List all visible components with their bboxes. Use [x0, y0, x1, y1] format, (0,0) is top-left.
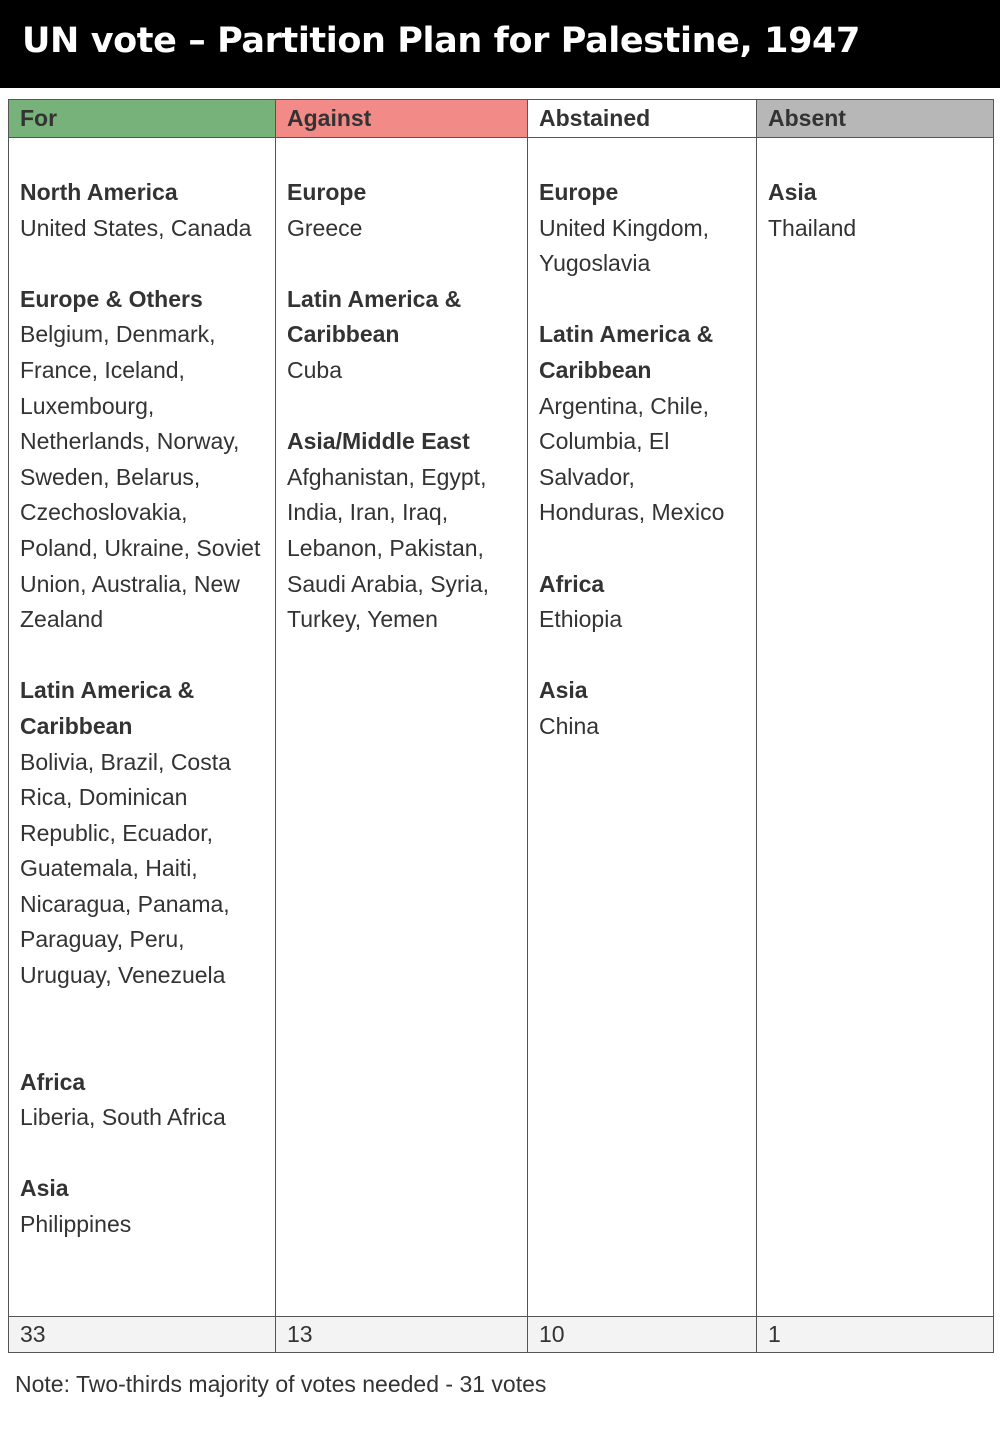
against-count: 13: [276, 1317, 528, 1353]
header-for: For: [9, 100, 276, 138]
region-countries: Afghanistan, Egypt, India, Iran, Iraq, Lebanon, Pakistan, Saudi Arabia, Syria, Turkey, Yemen: [287, 463, 490, 633]
region-countries: Thailand: [768, 214, 857, 241]
region-name: North America: [20, 179, 178, 205]
region-block: [20, 175, 264, 246]
region-name: Asia/Middle East: [287, 428, 470, 455]
region-countries: Cuba: [287, 356, 342, 383]
region-name: Africa: [20, 1068, 86, 1095]
header-absent: Absent: [757, 100, 994, 138]
region-countries: Philippines: [20, 1211, 132, 1238]
region-block: [287, 424, 516, 638]
region-name: Latin America & Caribbean: [287, 285, 462, 348]
region-countries: Ethiopia: [539, 606, 623, 633]
region-block: [20, 1065, 264, 1136]
against-cell: [276, 138, 528, 1317]
header-against: Against: [276, 100, 528, 138]
region-block: [539, 567, 745, 638]
region-countries: United Kingdom, Yugoslavia: [539, 214, 710, 277]
for-cell: [9, 138, 276, 1317]
region-countries: Bolivia, Brazil, Costa Rica, Dominican Republic, Ecuador, Guatemala, Haiti, Nicaragua, Panama, Paraguay, Peru, Uruguay, Venezuela: [20, 748, 231, 989]
region-name: Latin America & Caribbean: [539, 321, 714, 383]
region-block: [539, 175, 745, 282]
region-block: [20, 673, 264, 993]
region-name: Europe: [287, 179, 367, 205]
page-title: UN vote – Partition Plan for Palestine, 1947: [22, 21, 860, 61]
region-countries: Liberia, South Africa: [20, 1104, 226, 1131]
title-bar: [0, 0, 1000, 88]
region-name: Asia: [20, 1175, 69, 1202]
header-abstained: Abstained: [528, 100, 757, 138]
absent-count: 1: [757, 1317, 994, 1353]
regions-row: [9, 138, 994, 1317]
region-block: [287, 175, 516, 246]
region-countries: United States, Canada: [20, 214, 252, 241]
abstained-cell: [528, 138, 757, 1317]
region-block: [20, 1171, 264, 1242]
region-name: Latin America & Caribbean: [20, 677, 195, 739]
region-name: Europe: [539, 179, 619, 205]
region-name: Asia: [768, 179, 817, 205]
region-countries: Greece: [287, 214, 363, 241]
region-countries: Argentina, Chile, Columbia, El Salvador, Honduras, Mexico: [539, 392, 725, 526]
counts-row: [9, 1317, 994, 1353]
region-block: [539, 317, 745, 531]
absent-cell: [757, 138, 994, 1317]
region-name: Asia: [539, 677, 588, 704]
header-row: [9, 100, 994, 138]
region-block: [768, 175, 982, 246]
region-block: [287, 282, 516, 389]
for-count: 33: [9, 1317, 276, 1353]
vote-table: [8, 99, 994, 1353]
region-name: Europe & Others: [20, 285, 203, 312]
majority-note: Note: Two-thirds majority of votes needed - 31 votes: [15, 1371, 547, 1397]
region-countries: China: [539, 712, 600, 739]
abstained-count: 10: [528, 1317, 757, 1353]
region-block: [20, 282, 264, 638]
region-countries: Belgium, Denmark, France, Iceland, Luxembourg, Netherlands, Norway, Sweden, Belarus, Czechoslovakia, Poland, Ukraine, Soviet Union, Australia, New Zealand: [20, 321, 261, 633]
region-block: [539, 673, 745, 744]
region-name: Africa: [539, 570, 605, 597]
